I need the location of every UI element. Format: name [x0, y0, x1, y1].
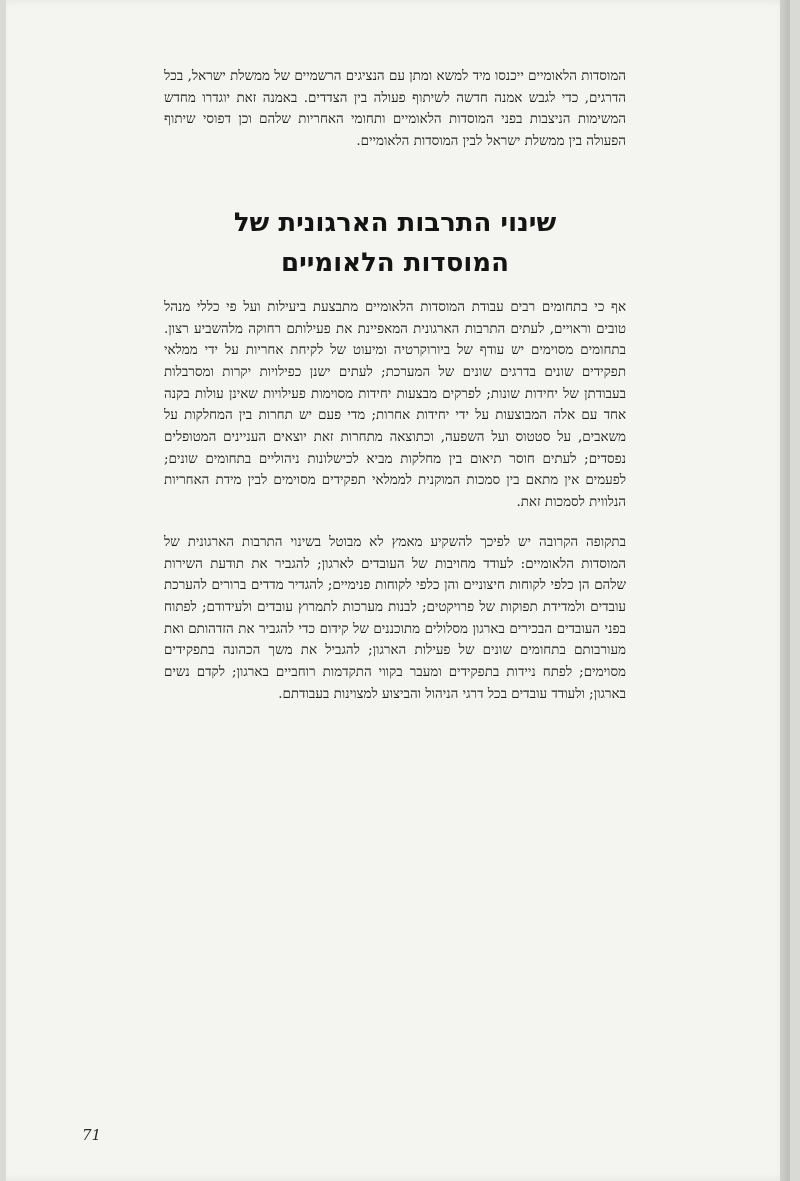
section-heading-line2: המוסדות הלאומיים — [281, 247, 509, 278]
intro-paragraph: המוסדות הלאומיים ייכנסו מיד למשא ומתן עם הנציגים הרשמיים של ממשלת ישראל, בכל הדרגים, כדי לגבש אמנה חדשה לשיתוף פעולה בין הצדדים. באמנה זאת יוגדרו מחדש המשימות הניצבות בפני המוסדות הלאומיים ותחומי האחריות שלהם וכן דפוסי שיתוף הפעולה בין ממשלת ישראל לבין המוסדות הלאומיים. — [164, 69, 626, 150]
section-heading — [164, 203, 626, 283]
document-page — [6, 0, 790, 1181]
section-paragraph-1: אף כי בתחומים רבים עבודת המוסדות הלאומיים מתבצעת ביעילות ועל פי כללי מנהל טובים וראויים, לעתים התרבות הארגונית המאפיינת את פעילותם רחוקה מלהשביע רצון. בתחומים מסוימים יש עודף של ביורוקרטיה ומיעוט של לקיחת אחריות על ידי ממלאי תפקידים שונים בדרגים שונים של המערכת; לעתים ישנן כפילויות יקרות ומסרבלות בעבודתן של יחידות שונות; לפרקים מבצעות יחידות מסוימות פעילויות שאינן עולות בקנה אחד עם אלה המבוצעות על ידי יחידות אחרות; מדי פעם יש תחרות בין המחלקות על משאבים, על סטטוס ועל השפעה, וכתוצאה מתחרות זאת יוצאים העניינים המטופלים נפסדים; לעתים חוסר תיאום בין מחלקות מביא לכישלונות ניהוליים בתחומים שונים; לפעמים אין מתאם בין סמכות המוקנית לממלאי תפקידים מסוימים לבין מידת האחריות הנלווית לסמכות זאת. — [164, 299, 626, 511]
section-heading-line1: שינוי התרבות הארגונית של — [233, 207, 557, 238]
page-number: 71 — [82, 1126, 102, 1144]
section-paragraph-2: בתקופה הקרובה יש לפיכך להשקיע מאמץ לא מבוטל בשינוי התרבות הארגונית של המוסדות הלאומיים: לעודד מחויבות של העובדים לארגון; להגביר את תודעת השירות שלהם הן כלפי לקוחות חיצוניים והן כלפי לקוחות פנימיים; להגדיר מדדים ברורים להערכת עובדים ולמדידת תפוקות של פרויקטים; לבנות מערכות לתמרוץ עובדים ולעידודם; לפתוח בפני העובדים הבכירים בארגון מסלולים מתוכננים של קידום כדי להגביר את הזדהותם ואת מעורבותם בתחומים שונים של פעילות הארגון; להגביל את משך הכהונה בתפקידים מסוימים; לפתח ניידות בתפקידים ומעבר בקווי התקדמות רוחביים בארגון; לקדם נשים בארגון; ולעודד עובדים בכל דרגי הניהול והביצוע למצוינות בעבודתם. — [164, 534, 626, 702]
page-content — [164, 66, 626, 705]
page-edge-shadow — [780, 0, 790, 1181]
